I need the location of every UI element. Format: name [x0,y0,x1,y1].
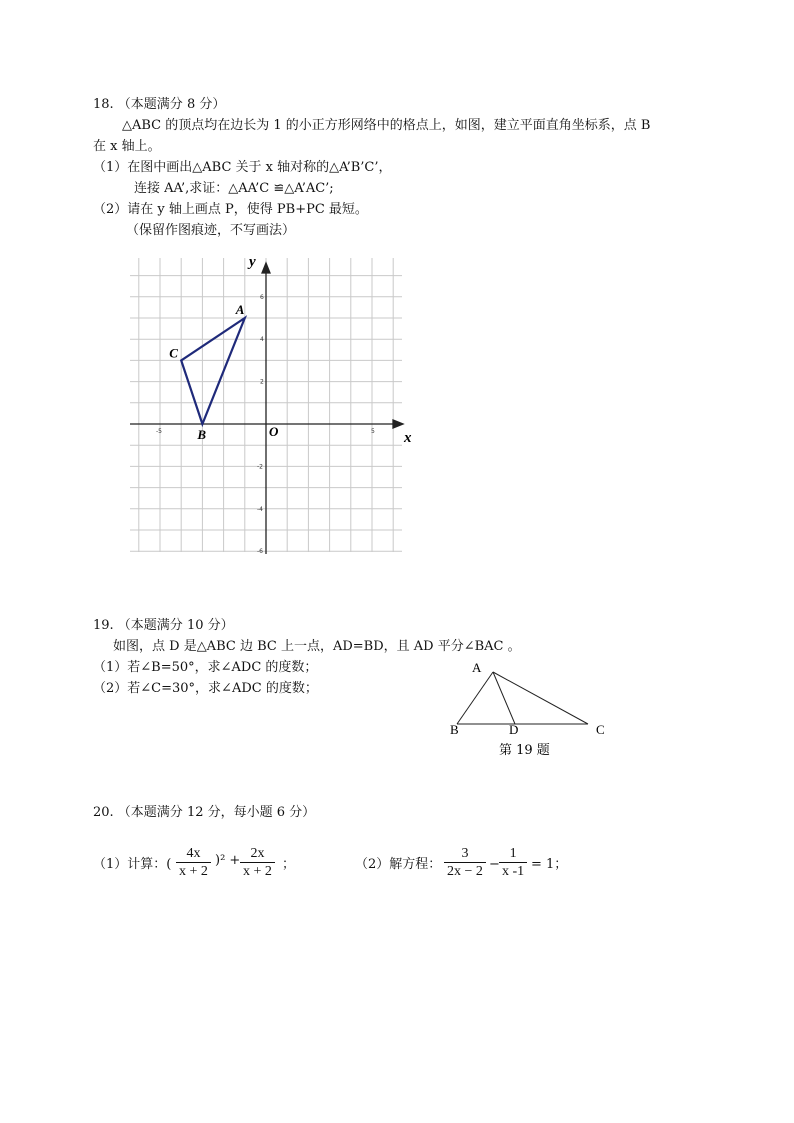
q18-coordinate-figure [125,250,415,560]
tick-label-y: 4 [260,336,264,344]
q19-point-c-label: C [596,722,605,737]
y-axis-label: y [249,254,256,270]
fraction-numerator: 2x [250,846,265,861]
q20-part2-end: = 1； [531,857,568,872]
point-b-label: B [197,427,207,442]
fraction-numerator: 4x [186,846,201,861]
x-axis-label: x [404,430,412,446]
q18-part1-proof: 连接 AA’,求证：△AA’C ≌△A’AC’; [134,181,334,196]
q19-point-d-label: D [509,722,519,737]
point-c-label: C [169,345,178,361]
tick-label-y: -2 [257,463,263,471]
fraction-denominator: x + 2 [176,862,211,880]
q18-text-line1: △ABC 的顶点均在边长为 1 的小正方形网络中的格点上，如图，建立平面直角坐标系，点 B [122,118,651,133]
q18-part2: （2）请在 y 轴上画点 P，使得 PB+PC 最短。 [93,202,368,217]
fraction-numerator: 3 [461,846,469,861]
q19-point-a-label: A [472,660,482,675]
q18-text-line2: 在 x 轴上。 [93,139,161,154]
q19-point-b-label: B [450,722,459,737]
y-axis-arrow [262,263,270,273]
q20-part1-end: ； [282,857,296,872]
point-a-label: A [235,302,245,317]
tick-label-y: -6 [257,548,263,556]
tick-label-x-pos: 5 [371,428,375,435]
q18-heading: 18. （本题满分 8 分） [93,97,226,112]
origin-label: O [269,424,279,439]
fraction-denominator: x + 2 [240,862,275,880]
q18-part1: （1）在图中画出△ABC 关于 x 轴对称的△A’B’C’， [93,160,392,175]
q20-part1-label: （1）计算：( [93,857,172,872]
q19-part2: （2）若∠C=30°，求∠ADC 的度数； [93,681,318,696]
fraction-denominator: 2x − 2 [444,862,486,880]
tick-label-y: 2 [260,378,264,386]
fraction-numerator: 1 [509,846,517,861]
q19-heading: 19. （本题满分 10 分） [93,618,234,633]
q20-fraction-3 [444,845,486,880]
x-axis-arrow [393,420,403,428]
q20-minus: − [489,857,500,872]
fraction-denominator: x -1 [499,862,527,880]
q20-squared-plus: )² + [215,853,241,868]
tick-label-y: -4 [257,505,263,513]
q19-part1: （1）若∠B=50°，求∠ADC 的度数； [93,660,318,675]
q20-fraction-4x [176,845,211,880]
q19-triangle-figure [440,655,620,765]
triangle-abc [181,318,245,424]
tick-label-x-neg: -5 [156,428,162,435]
q20-fraction-2x [240,845,275,880]
axes [130,263,403,554]
q20-heading: 20. （本题满分 12 分，每小题 6 分） [93,805,316,820]
q20-fraction-1 [499,845,527,880]
tick-label-y: 6 [260,293,264,301]
q20-part2-label: （2）解方程： [355,857,442,872]
q19-figure-caption: 第 19 题 [499,743,550,758]
q19-intro: 如图，点 D 是△ABC 边 BC 上一点，AD=BD，且 AD 平分∠BAC 。 [113,639,521,654]
q18-note: （保留作图痕迹，不写画法） [126,223,296,238]
